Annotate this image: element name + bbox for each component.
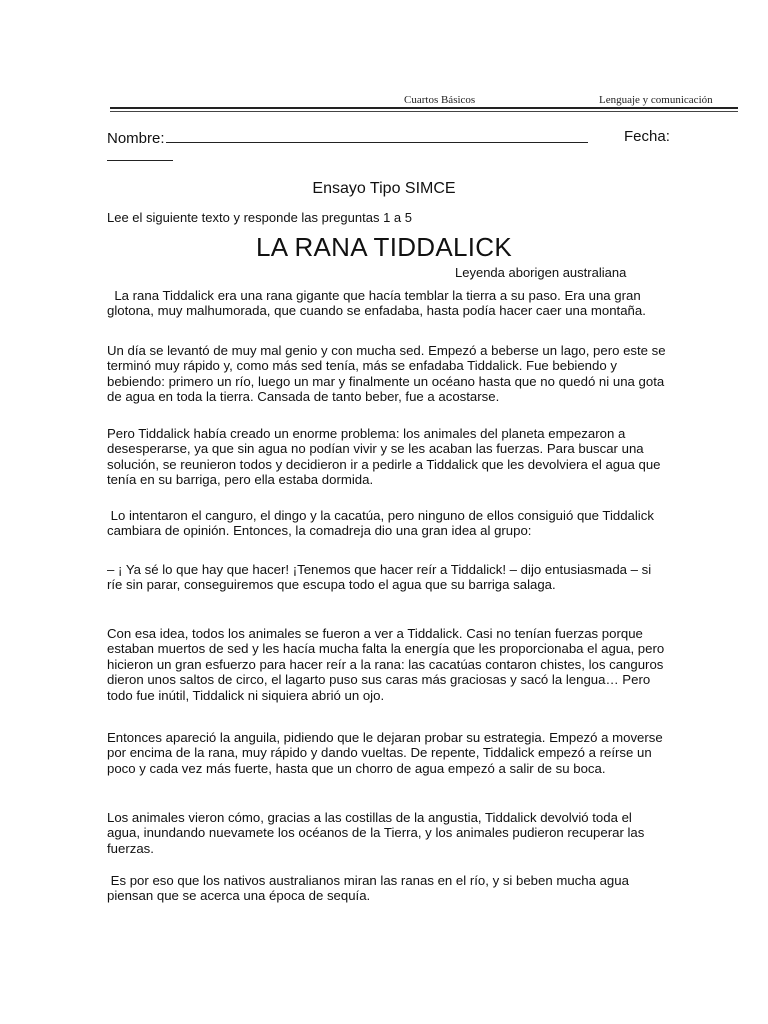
story-legend: Leyenda aborigen australiana (455, 265, 627, 280)
paragraph-9: Es por eso que los nativos australianos miran las ranas en el río, y si beben mucha agua piensan que se acerca una época de sequía. (107, 873, 629, 904)
name-field[interactable] (107, 128, 588, 147)
header-grade: Cuartos Básicos (404, 94, 476, 106)
paragraph-6: Con esa idea, todos los animales se fueron a ver a Tiddalick. Casi no tenían fuerzas porque estaban muertos de sed y les hacía mucha falta la energía que les proporcionaba el agua, pero hicieron un gran esfuerzo para hacer reír a la rana: las cacatúas contaron chistes, los canguros dieron unos saltos de circo, el lagarto puso sus caras más graciosas y sacó la lengua… Pero todo fue inútil, Tiddalick ni siquiera abrió un ojo. (107, 626, 665, 703)
instruction-text: Lee el siguiente texto y responde las preguntas 1 a 5 (107, 210, 412, 225)
header-subject: Lenguaje y comunicación (599, 94, 713, 106)
paragraph-1: La rana Tiddalick era una rana gigante que hacía temblar la tierra a su paso. Era una gran glotona, muy malhumorada, que cuando se enfadaba, hasta podía hacer caer una montaña. (107, 288, 646, 319)
exam-subtitle: Ensayo Tipo SIMCE (312, 180, 456, 197)
name-blank-line[interactable] (166, 128, 588, 143)
name-label: Nombre: (107, 130, 165, 147)
paragraph-7: Entonces apareció la anguila, pidiendo que le dejaran probar su estrategia. Empezó a moverse por encima de la rana, muy rápido y dando vueltas. De repente, Tiddalick empezó a reírse un poco y cada vez más fuerte, hasta que un chorro de agua empezó a salir de su boca. (107, 730, 663, 776)
paragraph-5: – ¡ Ya sé lo que hay que hacer! ¡Tenemos que hacer reír a Tiddalick! – dijo entusiasmada – si ríe sin parar, conseguiremos que escupa todo el agua que su barriga salaga. (107, 562, 652, 593)
paragraph-8: Los animales vieron cómo, gracias a las costillas de la angustia, Tiddalick devolvió toda el agua, inundando nuevamete los océanos de la Tierra, y los animales pudieron recuperar las fuerzas. (107, 810, 645, 856)
date-blank-line[interactable] (107, 146, 173, 161)
header-rule (110, 107, 738, 109)
paragraph-3: Pero Tiddalick había creado un enorme problema: los animales del planeta empezaron a desesperarse, ya que sin agua no podían vivir y se les acaban las fuerzas. Para buscar una solución, se reunieron todos y decidieron ir a pedirle a Tiddalick que les devolviera el agua que tenía en su barriga, pero ella estaba dormida. (107, 426, 661, 488)
story-title: LA RANA TIDDALICK (255, 232, 513, 262)
paragraph-2: Un día se levantó de muy mal genio y con mucha sed. Empezó a beberse un lago, pero este se terminó muy rápido y, como más sed tenía, más se enfadaba Tiddalick. Fue bebiendo y bebiendo: primero un río, luego un mar y finalmente un océano hasta que no quedó ni una gota de agua en toda la tierra. Cansada de tanto beber, fue a acostarse. (107, 343, 666, 405)
date-label: Fecha: (624, 128, 670, 145)
header-rule-thin (110, 111, 738, 112)
paragraph-4: Lo intentaron el canguro, el dingo y la cacatúa, pero ninguno de ellos consiguió que Tiddalick cambiara de opinión. Entonces, la comadreja dio una gran idea al grupo: (107, 508, 654, 539)
